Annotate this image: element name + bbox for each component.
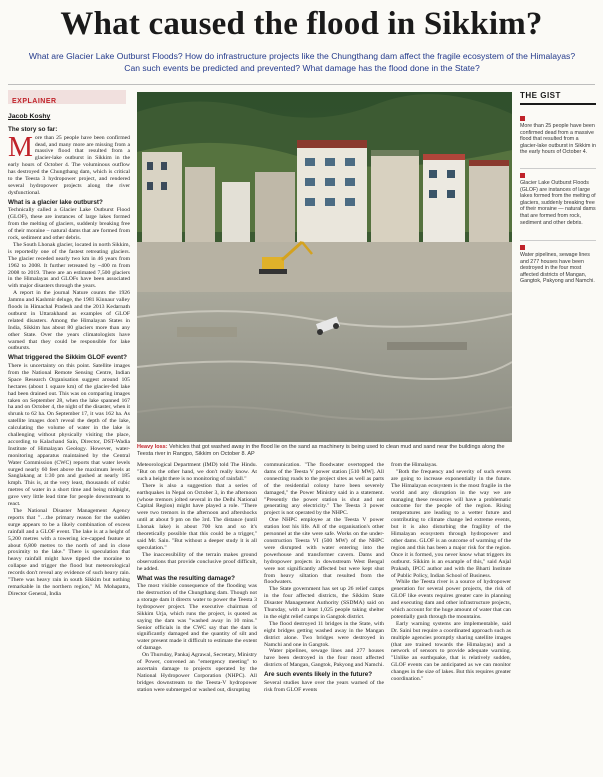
paragraph: On Thursday, Pankaj Agrawal, Secretary, Ministry of Power, convened an "emergency meeting" to ascertain damage to projects operated by the National Hydropower Corporation (NHPC). All bridges downstream to the Teesta-V hydropower station were submerged or washed out, disrupting (137, 652, 257, 693)
top-divider (8, 84, 595, 85)
gist-title: THE GIST (520, 91, 561, 100)
gist-item: More than 25 people have been confirmed dead from a massive flood that resulted from a glacier-lake outburst in Sikkim in the early hours of October 4. (520, 116, 596, 156)
byline[interactable]: Jacob Koshy (8, 113, 51, 120)
gist-item: Water pipelines, sewage lines and 277 houses have been destroyed in the four most affected districts of Mangan, Gangtok, Pakyong and Namchi. (520, 245, 596, 285)
column-2 (137, 462, 257, 774)
paragraph: communication. "The floodwater overtopped the dams of the Teesta V power station [510 MW]. All connecting roads to the project sites as well as parts of the residential colony have been severely damaged," the Power Ministry said in a statement. "Presently the power station is shut and not generating any electricity." The Teesta 3 power project is not operated by the NHPC. (264, 462, 384, 517)
explainer-tag (8, 90, 126, 104)
paragraph: One NHPC employee at the Teesta V power station lost his life. All of the organisation's other personnel at the site were safe. Works on the under-construction Teesta VI (500 MW) of the NHPC were disrupted with water entering into the powerhouse and transformer cavern. Dams and hydropower projects in downstream West Bengal were not significantly affected but were kept shut from heavy siltation that resulted from the floodwaters. (264, 517, 384, 586)
paragraph: "Both the frequency and severity of such events are going to increase exponentially in the future. The Himalayan ecosystem is the most fragile in the world and any disruption in the way we are managing these resources will have a problematic outcome for the people of the region. Rising temperatures are leading to a wetter future and contributing to climate change led extreme events, but it is also disturbing the fragility of the Himalayan ecosystem through hydropower and other dams. GLOF is an outcome of warming of the region and this has been a major risk for the region. Once it is formed, you never know what triggers its outburst. Sikkim is an example of this," said Anjal Prakash, IPCC author and with the Bharti Institute of Public Policy, Indian School of Business. (391, 468, 511, 579)
gist-separator (520, 168, 596, 169)
bullet-icon (520, 245, 525, 250)
paragraph: While the Teesta river is a source of hydropower generation for several power projects, the risk of GLOF like events requires greater care in planning and executing dam and other infrastructure projects, which account for the huge amount of water that can potentially gush through the mountains. (391, 579, 511, 620)
paragraph: Early warning systems are implementable, said Dr. Saini but require a coordinated approach such as multiple agencies promptly sharing satellite images (that are trained towards the Himalayas) and a network of sensors to provide adequate warning. "Unlike an earthquake, that is relatively sudden, GLOF events can be anticipated as we can monitor changes in the size of lakes. But this requires greater coordination." (391, 620, 511, 683)
caption-text: Vehicles that got washed away in the flood lie on the sand as machinery is being used to clean mud and sand near the buildings along the Teesta river in Rangpo, Sikkim on October 8. AP (137, 444, 505, 457)
gist-separator (520, 240, 596, 241)
paragraph: The South Lhonak glacier, located in north Sikkim, is reportedly one of the fastest retreating glaciers. The glacier receded nearly two km in 46 years from 1962 to 2008. It further retreated by ~400 m from 2008 to 2019. There are an estimated 7,500 glaciers in the Himalayas and GLOFs have been associated with major disasters through the years. (8, 241, 130, 290)
explainer-tag-label: EXPLAINER (12, 98, 57, 105)
paragraph: The flood destroyed 11 bridges in the State, with eight bridges getting washed away in the Mangan district alone. Two bridges were destroyed in Namchi and one in Gangtok. (264, 620, 384, 648)
lead-paragraph: More than 25 people have been confirmed dead, and many more are missing from a massive flood that resulted from a glacier-lake outburst in Sikkim in the early hours of October 4. The voluminous outflow has destroyed the Chungthang dam, which is critical to the Teesta 3 hydropower project, and rendered several hydropower projects along the river dysfunctional. (8, 131, 130, 196)
paragraph: The inaccessibility of the terrain makes ground observations that provide conclusive proof difficult, he added. (137, 551, 257, 572)
gist-item: Glacier Lake Outburst Floods (GLOF) are instances of large lakes formed from the melting of glaciers, suddenly breaking free of their moraine — natural dams that are formed from rock, sediment and other debris. (520, 173, 596, 226)
paragraph: Water pipelines, sewage lines and 277 houses have been destroyed in the four most affected districts of Mangan, Gangtok, Pakyong and Namchi. (264, 648, 384, 669)
subhead-trigger: What triggered the Sikkim GLOF event? (8, 354, 127, 362)
subhead-future: Are such events likely in the future? (264, 671, 373, 679)
subhead-damage: What was the resulting damage? (137, 574, 235, 582)
paragraph: There is uncertainty on this point. Satellite images from the National Remote Sensing Centre, Indian Space Research Organisation suggest around 105 hectares (about 1 square km) of the glacier-fed lake had been drained out. This was on comparing images taken on September 28, when the lake spanned 167 ha and on October 4, the night of the disaster, when it shrunk to 62 ha. On September 17, it was 162 ha. As satellite images don't reveal the depth of the lake, calculating the volume of water in the lake is challenging without physically visiting the place, according to Kalachand Sain, Director, DST-Wadia Institute of Himalayan Geology. However, water-monitoring apparatus maintained by the Central Water Commission (CWC) reports that water levels surged nearly 60 feet above the maximum levels at Sanglakang at 1:30 pm and gushed at nearly 185 kmph. This is, at the very least, thousands of cubic metres of water in a short time and being midnight, gave very little lead time for people downstream to react. (8, 362, 130, 508)
paragraph: from the Himalayas. (391, 462, 438, 468)
mud-bank (137, 242, 512, 292)
subhead-glacier-lake: What is a glacier lake outburst? (8, 198, 103, 206)
gist-divider (520, 103, 596, 105)
headline: What caused the flood in Sikkim? (60, 6, 543, 42)
column-3 (264, 462, 384, 774)
paragraph: The State government has set up 26 relief camps in the four affected districts, the Sikkim State Disaster Management Authority (SSDMA) said on Thursday, with at least 1,025 people taking shelter in the eight relief camps in Gangtok district. (264, 586, 384, 620)
caption-label: Heavy loss: (137, 444, 168, 450)
paragraph: Technically called a Glacier Lake Outburst Flood (GLOF), these are instances of large lakes formed from the melting of glaciers, suddenly breaking free of their moraine – natural dams that are formed from rock, sediment and other debris. (8, 207, 130, 241)
paragraph: Several studies have over the years warned of the risk from GLOF events (264, 679, 384, 693)
subhead-story-so-far: The story so far: (8, 126, 58, 133)
bullet-icon (520, 116, 525, 121)
flood-photo-illustration (137, 92, 512, 442)
paragraph: The most visible consequence of the flooding was the destruction of the Chungthang dam. Though not a storage dam it directs water to power the Teesta 3 hydropower project. The executive chairman of Sikkim Urja, which runs the project, is quoted as saying the dam was "washed away in 10 mins." Senior officials in the CWC say that the dam is significantly damaged and the quantity of silt and water present made it difficult to estimate the extent of damage. (137, 583, 257, 652)
paragraph: Meteorological Department (IMD) told The Hindu. "But on the other hand, we don't really know. At such a height there is no monitoring of rainfall." (137, 462, 257, 482)
photo-caption (137, 444, 512, 458)
paragraph: The National Disaster Management Agency reports that "…the primary reason for the sudden surge appears to be a likely combination of excess rainfall and a GLOF event. The lake is at a height of 5,200 metres with a towering ice-capped feature at about 6,800 metres to the north of and in close proximity to the lake." There is speculation that heavy rainfall might have tipped the moraine to collapse and trigger the flood but meteorological records don't reveal any evidence of such heavy rain. "There was heavy rain in south Sikkim but nothing remarkable in the northern region," M. Mohapatra, Director General, India (8, 508, 130, 597)
paragraph: A report in the journal Nature counts the 1926 Jammu and Kashmir deluge, the 1981 Kinnaur valley floods in Himachal Pradesh and the 2013 Kedarnath outburst in Uttarakhand as examples of GLOF related disasters. Among the Himalayan States in India, Sikkim has about 80 glaciers more than any other State. Over the years climatologists have warned that they could be responsible for lake outbursts. (8, 290, 130, 352)
flood-photo (137, 92, 512, 442)
paragraph: There is also a suggestion that a series of earthquakes in Nepal on October 3, in the afternoon (whose tremors jolted several in the Delhi National Capital Region) might have played a role. "There were two tremors in the afternoon and aftershocks until at about 9 pm on the 3rd. The distance (until Lhonak lake) is about 700 km and so it's theoretically possible that this could be a trigger," said Mr. Sain. "But without a deeper study it is all speculation." (137, 482, 257, 551)
deck: What are Glacier Lake Outburst Floods? How do infrastructure projects like the Chungthang dam affect the fragile ecosystem of the Himalayas? Can such events be predicted and prevented? What damage has the flood done in the State? (28, 51, 576, 73)
drop-cap: M (8, 131, 33, 163)
column-1 (8, 124, 130, 774)
bullet-icon (520, 173, 525, 178)
column-4 (391, 462, 511, 774)
